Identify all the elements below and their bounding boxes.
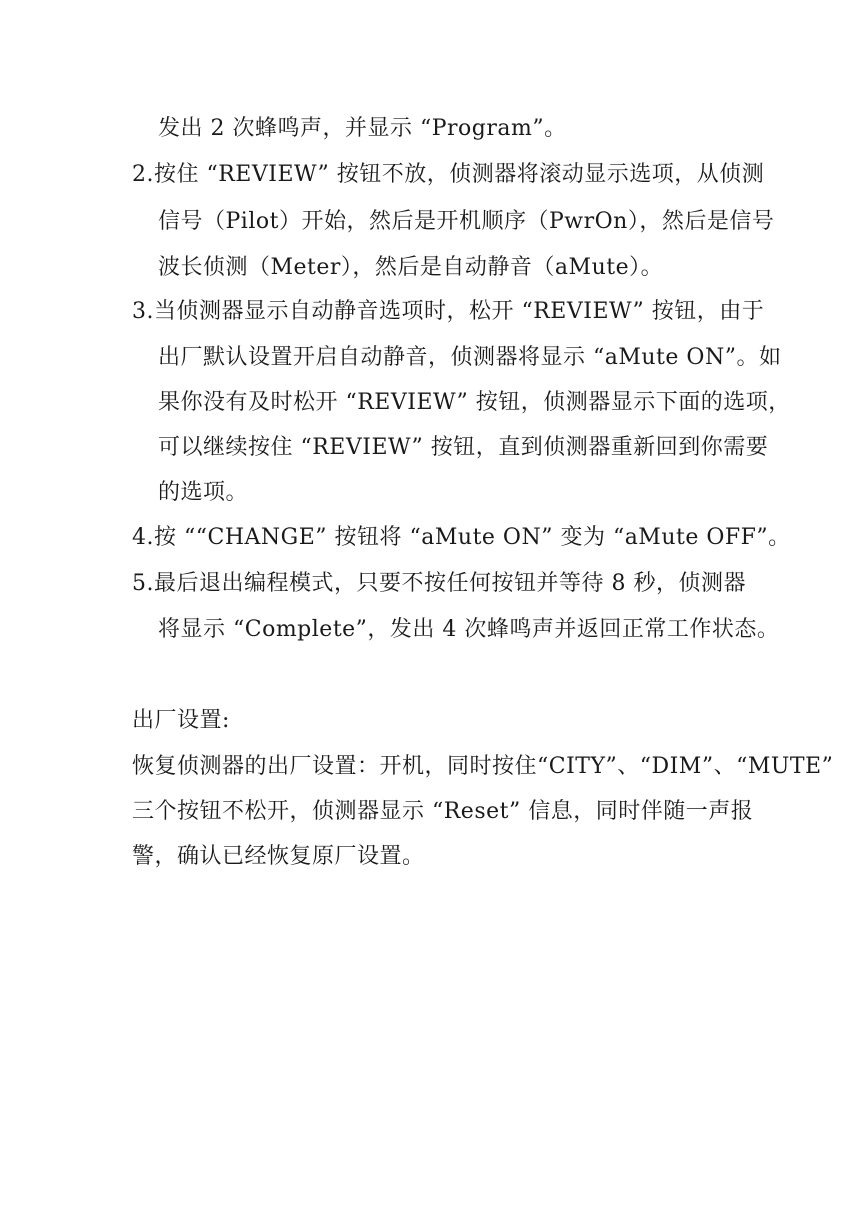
step-text: 按 ““CHANGE” 按钮将 “aMute ON” 变为 “aMute OFF”。 — [154, 525, 791, 550]
step-number: 3. — [132, 299, 154, 324]
step-2-line-3: 波长侦测（Meter），然后是自动静音（aMute）。 — [158, 255, 664, 280]
factory-reset-line-1: 恢复侦测器的出厂设置：开机，同时按住“CITY”、“DIM”、“MUTE” — [132, 754, 834, 779]
step-2-line-2: 信号（Pilot）开始，然后是开机顺序（PwrOn），然后是信号 — [158, 209, 775, 234]
step-3-line-3: 果你没有及时松开 “REVIEW” 按钮，侦测器显示下面的选项， — [158, 390, 791, 415]
step-number: 5. — [132, 571, 154, 596]
continuation-line: 发出 2 次蜂鸣声，并显示 “Program”。 — [158, 116, 567, 141]
step-text: 当侦测器显示自动静音选项时，松开 “REVIEW” 按钮，由于 — [154, 299, 765, 324]
step-number: 2. — [132, 162, 154, 187]
step-5-line-2: 将显示 “Complete”，发出 4 次蜂鸣声并返回正常工作状态。 — [158, 617, 780, 642]
step-number: 4. — [132, 525, 154, 550]
step-3-line-4: 可以继续按住 “REVIEW” 按钮，直到侦测器重新回到你需要 — [158, 435, 769, 460]
step-3-line-2: 出厂默认设置开启自动静音，侦测器将显示 “aMute ON”。如 — [158, 345, 782, 370]
step-3-line-1 — [132, 297, 764, 327]
step-3-line-5: 的选项。 — [158, 480, 249, 505]
factory-reset-line-2: 三个按钮不松开，侦测器显示 “Reset” 信息，同时伴随一声报 — [132, 799, 754, 824]
factory-reset-line-3: 警，确认已经恢复原厂设置。 — [132, 844, 425, 869]
factory-reset-heading: 出厂设置: — [132, 708, 230, 733]
step-2-line-1 — [132, 160, 764, 190]
step-text: 按住 “REVIEW” 按钮不放，侦测器将滚动显示选项，从侦测 — [154, 162, 765, 187]
step-4-line-1 — [132, 523, 791, 553]
step-text: 最后退出编程模式，只要不按任何按钮并等待 8 秒，侦测器 — [154, 571, 746, 596]
step-5-line-1 — [132, 569, 746, 599]
